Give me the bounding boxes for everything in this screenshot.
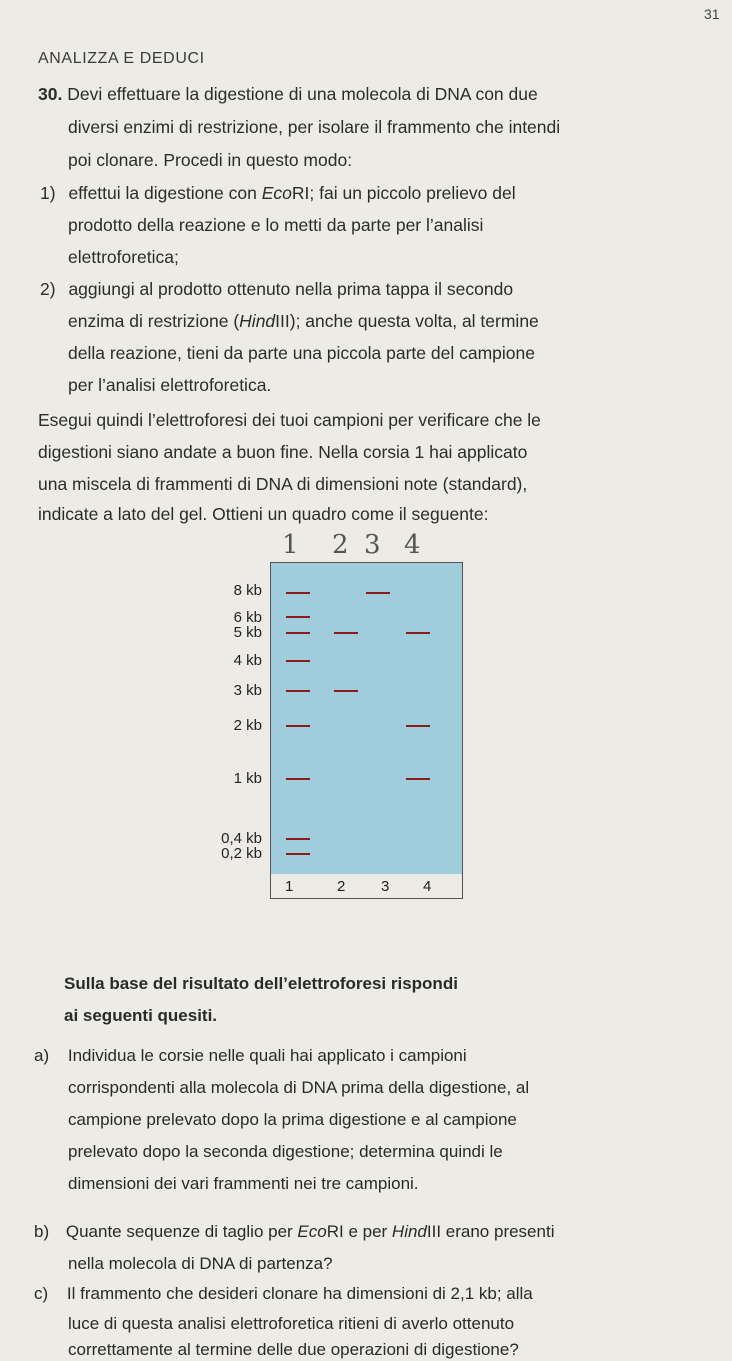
size-label-3kb: 3 kb [233,682,262,699]
para-line-3: una miscela di frammenti di DNA di dimensioni note (standard), [38,474,528,494]
step-2-line-4: per l’analisi elettroforetica. [68,375,272,395]
question-c-line-1: c) Il frammento che desideri clonare ha dimensioni di 2,1 kb; alla [34,1284,533,1303]
question-b-label: b) [34,1222,50,1241]
question-a-label: a) [34,1046,50,1065]
question-c-line-2: luce di questa analisi elettroforetica ritieni di averlo ottenuto [68,1314,515,1333]
questions-intro-1: Sulla base del risultato dell’elettroforesi rispondi [64,974,458,993]
handwritten-lane-4: 4 [404,530,421,560]
handwritten-lane-1: 1 [282,530,299,560]
band-lane-1-4kb [286,660,310,662]
band-lane-3-8kb [366,592,390,594]
lane-label-3: 3 [381,878,390,895]
question-a-line-4: prelevato dopo la seconda digestione; determina quindi le [68,1142,503,1161]
step-1-line-2: prodotto della reazione e lo metti da parte per l’analisi [68,215,484,235]
size-label-0-2kb: 0,2 kb [221,845,262,862]
band-lane-1-3kb [286,690,310,692]
gel-body [270,562,463,876]
lane-label-2: 2 [337,878,346,895]
handwritten-lane-3: 3 [364,530,381,560]
question-a-line-1: a) Individua le corsie nelle quali hai applicato i campioni [34,1046,467,1065]
size-label-5kb: 5 kb [233,624,262,641]
para-line-1: Esegui quindi l’elettroforesi dei tuoi campioni per verificare che le [38,410,541,430]
para-line-4: indicate a lato del gel. Ottieni un quadro come il seguente: [38,504,489,524]
step-1-line-3: elettroforetica; [68,247,179,267]
band-lane-1-2kb [286,725,310,727]
para-line-2: digestioni siano andate a buon fine. Nella corsia 1 hai applicato [38,442,528,462]
step-2-line-3: della reazione, tieni da parte una piccola parte del campione [68,343,535,363]
band-lane-4-5kb [406,632,430,634]
step-1-line-1: 1) effettui la digestione con EcoRI; fai un piccolo prelievo del [40,183,516,203]
exercise-line-1: 30. Devi effettuare la digestione di una molecola di DNA con due [38,84,538,104]
band-lane-1-8kb [286,592,310,594]
size-label-8kb: 8 kb [233,582,262,599]
handwritten-lane-2: 2 [332,530,349,560]
gel-well-strip [270,874,463,899]
exercise-line-3: poi clonare. Procedi in questo modo: [68,150,353,170]
question-b-line-2: nella molecola di DNA di partenza? [68,1254,333,1273]
band-lane-2-3kb [334,690,358,692]
size-label-1kb: 1 kb [233,770,262,787]
question-c-line-3: correttamente al termine delle due operazioni di digestione? [68,1340,519,1359]
size-label-2kb: 2 kb [233,717,262,734]
band-lane-1-5kb [286,632,310,634]
exercise-line-2: diversi enzimi di restrizione, per isolare il frammento che intendi [68,117,561,137]
exercise-number: 30. [38,84,63,104]
question-a-line-3: campione prelevato dopo la prima digestione e al campione [68,1110,517,1129]
size-label-6kb: 6 kb [233,609,262,626]
questions-intro-2: ai seguenti quesiti. [64,1006,218,1025]
lane-label-4: 4 [423,878,432,895]
question-b-line-1: b) Quante sequenze di taglio per EcoRI e per HindIII erano presenti [34,1222,555,1241]
step-2-line-2: enzima di restrizione (HindIII); anche questa volta, al termine [68,311,539,331]
page-number: 31 [704,6,720,22]
size-label-4kb: 4 kb [233,652,262,669]
band-lane-1-0-4kb [286,838,310,840]
question-a-line-5: dimensioni dei vari frammenti nei tre campioni. [68,1174,419,1193]
band-lane-4-1kb [406,778,430,780]
lane-label-1: 1 [285,878,294,895]
section-title: ANALIZZA E DEDUCI [38,50,205,67]
size-label-0-4kb: 0,4 kb [221,830,262,847]
band-lane-2-5kb [334,632,358,634]
band-lane-1-1kb [286,778,310,780]
question-c-label: c) [34,1284,49,1303]
question-a-line-2: corrispondenti alla molecola di DNA prima della digestione, al [68,1078,530,1097]
step-2-line-1: 2) aggiungi al prodotto ottenuto nella prima tappa il secondo [40,279,514,299]
band-lane-4-2kb [406,725,430,727]
band-lane-1-6kb [286,616,310,618]
band-lane-1-0-2kb [286,853,310,855]
